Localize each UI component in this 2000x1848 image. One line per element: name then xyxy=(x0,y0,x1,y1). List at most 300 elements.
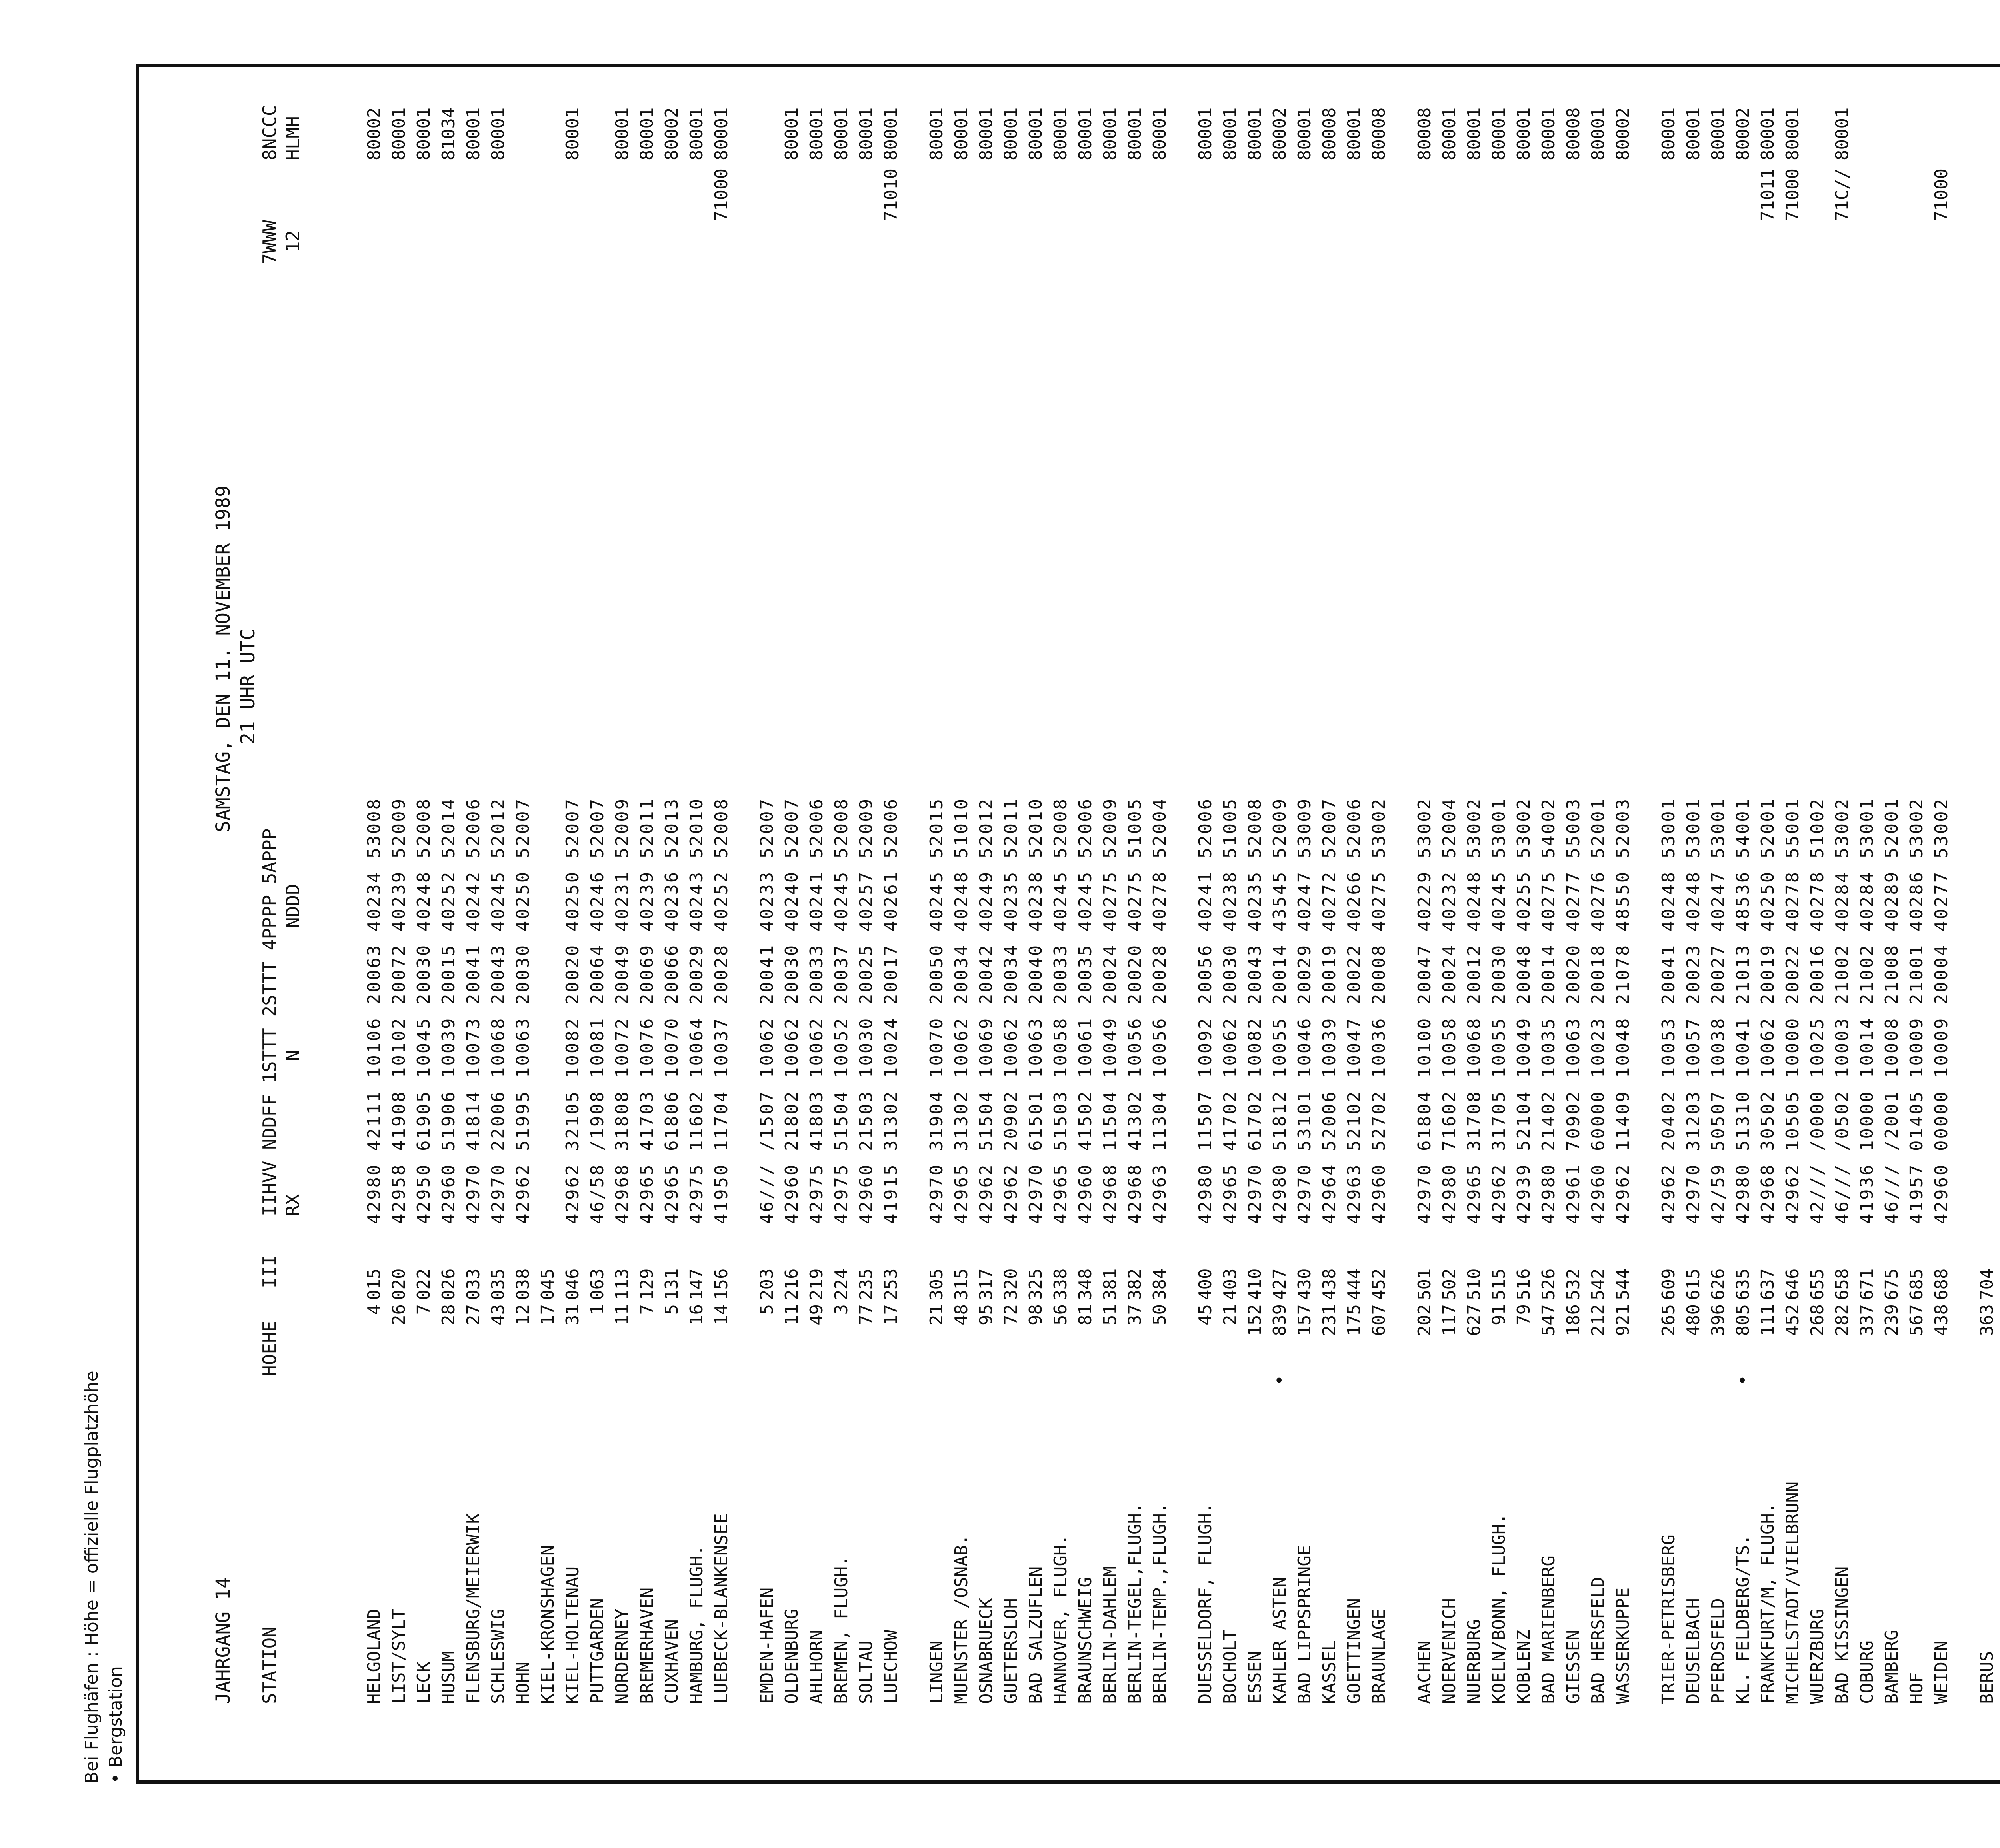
station-name: WEIDEN xyxy=(1931,1640,1952,1704)
table-row xyxy=(1270,24,1294,1712)
station-height: 4 xyxy=(364,1304,384,1315)
cloud-group: 80001 xyxy=(562,107,583,160)
table-row xyxy=(976,24,1001,1712)
station-id: 452 xyxy=(1369,1268,1389,1300)
cloud-group: 80002 xyxy=(364,107,384,160)
cloud-group: 80001 xyxy=(463,107,484,160)
weather-group: 71011 xyxy=(1758,168,1778,222)
weather-group: 71000 xyxy=(1931,168,1952,222)
station-id: 502 xyxy=(1439,1268,1460,1300)
synop-code: 42975 11602 10064 20029 40243 52010 xyxy=(686,797,707,1224)
station-id: 671 xyxy=(1857,1268,1877,1300)
synop-code: 42961 70902 10063 20020 40277 55003 xyxy=(1563,797,1584,1224)
cloud-group: 80001 xyxy=(1782,107,1803,160)
station-height: 79 xyxy=(1514,1304,1534,1325)
table-row xyxy=(951,24,976,1712)
station-height: 95 xyxy=(976,1304,996,1325)
col-bn-head: 8NCCC xyxy=(259,105,280,160)
table-row xyxy=(1344,24,1369,1712)
cloud-group: 80001 xyxy=(1708,107,1728,160)
station-height: 31 xyxy=(562,1304,583,1325)
station-name: KIEL-HOLTENAU xyxy=(562,1566,583,1704)
station-height: 5 xyxy=(662,1304,682,1315)
table-row xyxy=(926,24,951,1712)
station-id: 675 xyxy=(1882,1268,1902,1300)
synop-code: 46/// /1507 10062 20041 40233 52007 xyxy=(757,797,777,1224)
station-name: FLENSBURG/MEIERWIK xyxy=(463,1513,484,1704)
station-id: 015 xyxy=(364,1268,384,1300)
station-name: HOHN xyxy=(513,1662,533,1704)
station-name: HELGOLAND xyxy=(364,1608,384,1704)
synop-code: 42950 61905 10045 20030 40248 52008 xyxy=(414,797,434,1224)
station-id: 615 xyxy=(1683,1268,1704,1300)
station-name: HOF xyxy=(1906,1672,1927,1704)
synop-code: 42975 41803 10062 20033 40241 52006 xyxy=(806,797,827,1224)
col-ww-head: 7WWW xyxy=(259,220,280,264)
station-id: 147 xyxy=(686,1268,707,1300)
station-height: 72 xyxy=(1001,1304,1021,1325)
station-height: 27 xyxy=(463,1304,484,1325)
cloud-group: 80001 xyxy=(711,107,732,160)
table-row xyxy=(438,24,463,1712)
synop-code: 42939 52104 10049 20048 40255 53002 xyxy=(1514,797,1534,1224)
station-id: 224 xyxy=(831,1268,852,1300)
synop-code: 42970 53101 10046 20029 40247 53009 xyxy=(1294,797,1315,1224)
cloud-group: 80001 xyxy=(1538,107,1559,160)
synop-code: 42960 52702 10036 20008 40275 53002 xyxy=(1369,797,1389,1224)
station-height: 21 xyxy=(926,1304,947,1325)
synop-code: 42960 21503 10030 20025 40257 52009 xyxy=(856,797,876,1224)
station-height: 480 xyxy=(1683,1304,1704,1336)
cloud-group: 80001 xyxy=(1464,107,1484,160)
cloud-group: 80008 xyxy=(1369,107,1389,160)
synop-code: 46/// /2001 10008 21008 40289 52001 xyxy=(1882,797,1902,1224)
station-height: 7 xyxy=(414,1304,434,1315)
cloud-group: 80001 xyxy=(1758,107,1778,160)
table-row xyxy=(1150,24,1174,1712)
station-height: 627 xyxy=(1464,1304,1484,1336)
col-ww-head-2: 12 xyxy=(282,230,304,252)
station-name: BERLIN-TEMP.,FLUGH. xyxy=(1150,1502,1170,1704)
table-row xyxy=(513,24,538,1712)
synop-code: 42965 41703 10076 20069 40239 52011 xyxy=(637,797,657,1224)
cloud-group: 80002 xyxy=(1733,107,1753,160)
cloud-group: 80002 xyxy=(1270,107,1290,160)
station-name: HAMBURG, FLUGH. xyxy=(686,1545,707,1704)
station-height: 186 xyxy=(1563,1304,1584,1336)
station-name: NUERBURG xyxy=(1464,1619,1484,1704)
station-id: 033 xyxy=(463,1268,484,1300)
station-name: KAHLER ASTEN xyxy=(1270,1577,1290,1704)
station-name: BAD MARIENBERG xyxy=(1538,1556,1559,1704)
synop-code: 42970 31904 10070 20050 40245 52015 xyxy=(926,797,947,1224)
table-row xyxy=(1658,24,1683,1712)
table-row xyxy=(1882,24,1906,1712)
station-name: ESSEN xyxy=(1245,1651,1265,1704)
station-id: 688 xyxy=(1931,1268,1952,1300)
cloud-group: 80008 xyxy=(1414,107,1435,160)
station-id: 430 xyxy=(1294,1268,1315,1300)
station-id: 045 xyxy=(538,1268,558,1300)
table-row xyxy=(1001,24,1026,1712)
station-name: LIST/SYLT xyxy=(389,1608,409,1704)
synop-code: 42960 21802 10062 20030 40240 52007 xyxy=(782,797,802,1224)
table-row xyxy=(562,24,587,1712)
table-row xyxy=(612,24,637,1712)
synop-code: 42963 11304 10056 20028 40278 52004 xyxy=(1150,797,1170,1224)
table-row xyxy=(711,24,736,1712)
station-height: 282 xyxy=(1832,1304,1852,1336)
col-code-head-2: RX N NDDD xyxy=(282,884,304,1216)
col-iii-head: III xyxy=(259,1255,280,1288)
station-id: 317 xyxy=(976,1268,996,1300)
station-name: BAD LIPPSPRINGE xyxy=(1294,1545,1315,1704)
weather-group: 71010 xyxy=(881,168,901,222)
cloud-group: 80008 xyxy=(1319,107,1340,160)
station-id: 544 xyxy=(1613,1268,1633,1300)
table-row xyxy=(1683,24,1708,1712)
page-header xyxy=(212,24,259,1712)
synop-code: 42968 41302 10056 20020 40275 51005 xyxy=(1125,797,1145,1224)
station-height: 157 xyxy=(1294,1304,1315,1336)
table-row xyxy=(1319,24,1344,1712)
station-id: 131 xyxy=(662,1268,682,1300)
table-row xyxy=(1588,24,1613,1712)
cloud-group: 80001 xyxy=(856,107,876,160)
cloud-group: 80001 xyxy=(806,107,827,160)
station-name: FRANKFURT/M, FLUGH. xyxy=(1758,1502,1778,1704)
station-height: 14 xyxy=(711,1304,732,1325)
station-id: 501 xyxy=(1414,1268,1435,1300)
station-name: EMDEN-HAFEN xyxy=(757,1587,777,1704)
station-id: 510 xyxy=(1464,1268,1484,1300)
station-id: 427 xyxy=(1270,1268,1290,1300)
station-height: 175 xyxy=(1344,1304,1364,1336)
cloud-group: 80001 xyxy=(951,107,972,160)
station-height: 239 xyxy=(1882,1304,1902,1336)
synop-code: 42965 61806 10070 20066 40236 52013 xyxy=(662,797,682,1224)
station-id: 235 xyxy=(856,1268,876,1300)
station-id: 325 xyxy=(1026,1268,1046,1300)
synop-code: 42/59 50507 10038 20027 40247 53001 xyxy=(1708,797,1728,1224)
station-name: HANNOVER, FLUGH. xyxy=(1050,1534,1071,1704)
table-row xyxy=(1857,24,1882,1712)
cloud-group: 80001 xyxy=(488,107,508,160)
synop-code: 42962 10505 10000 20022 40278 55001 xyxy=(1782,797,1803,1224)
station-name: HUSUM xyxy=(438,1651,459,1704)
station-height: 337 xyxy=(1857,1304,1877,1336)
station-name: KASSEL xyxy=(1319,1640,1340,1704)
synop-code: 42965 51503 10058 20033 40245 52008 xyxy=(1050,797,1071,1224)
synop-code: 42975 51504 10052 20037 40245 52008 xyxy=(831,797,852,1224)
synop-code: 42980 11507 10092 20056 40241 52006 xyxy=(1195,797,1216,1224)
table-row xyxy=(1782,24,1807,1712)
cloud-group: 80001 xyxy=(1832,107,1852,160)
station-height: 452 xyxy=(1782,1304,1803,1336)
synop-code: 42960 51906 10039 20015 40252 52014 xyxy=(438,797,459,1224)
station-id: 637 xyxy=(1758,1268,1778,1300)
table-row xyxy=(1708,24,1733,1712)
station-height: 37 xyxy=(1125,1304,1145,1325)
station-name: BAMBERG xyxy=(1882,1630,1902,1704)
station-id: 382 xyxy=(1125,1268,1145,1300)
table-row xyxy=(1026,24,1050,1712)
col-code-head: IIHVV NDDFF 1STTT 2STTT 4PPPP 5APPP xyxy=(259,828,280,1216)
station-name: BREMERHAVEN xyxy=(637,1587,657,1704)
table-row xyxy=(1195,24,1220,1712)
station-id: 381 xyxy=(1100,1268,1120,1300)
station-height: 202 xyxy=(1414,1304,1435,1336)
weather-group: 71000 xyxy=(711,168,732,222)
station-height: 567 xyxy=(1906,1304,1927,1336)
station-name: GUETERSLOH xyxy=(1001,1598,1021,1704)
station-height: 212 xyxy=(1588,1304,1608,1336)
table-row xyxy=(1220,24,1245,1712)
station-height: 17 xyxy=(538,1304,558,1325)
station-height: 77 xyxy=(856,1304,876,1325)
table-row xyxy=(1439,24,1464,1712)
station-name: LINGEN xyxy=(926,1640,947,1704)
synop-code: 42980 71602 10058 20024 40232 52004 xyxy=(1439,797,1460,1224)
cloud-group: 80001 xyxy=(782,107,802,160)
station-id: 609 xyxy=(1658,1268,1679,1300)
station-name: LUECHOW xyxy=(881,1630,901,1704)
station-name: MUENSTER /OSNAB. xyxy=(951,1534,972,1704)
station-height: 51 xyxy=(1100,1304,1120,1325)
table-row xyxy=(1807,24,1832,1712)
synop-code: 42968 30502 10062 20019 40250 52001 xyxy=(1758,797,1778,1224)
synop-code: 42962 20902 10062 20034 40235 52011 xyxy=(1001,797,1021,1224)
station-height: 1 xyxy=(587,1304,608,1315)
cloud-group: 80001 xyxy=(1294,107,1315,160)
station-height: 396 xyxy=(1708,1304,1728,1336)
synop-code: 42970 22006 10068 20043 40245 52012 xyxy=(488,797,508,1224)
table-row xyxy=(587,24,612,1712)
station-height: 607 xyxy=(1369,1304,1389,1336)
station-id: 129 xyxy=(637,1268,657,1300)
table-row xyxy=(1733,24,1758,1712)
table-row xyxy=(364,24,389,1712)
synop-code: 42/// /0000 10025 20016 40278 51002 xyxy=(1807,797,1828,1224)
table-row xyxy=(881,24,906,1712)
table-row xyxy=(1514,24,1538,1712)
station-name: DEUSELBACH xyxy=(1683,1598,1704,1704)
station-name: BAD SALZUFLEN xyxy=(1026,1566,1046,1704)
cloud-group: 80001 xyxy=(414,107,434,160)
station-id: 253 xyxy=(881,1268,901,1300)
station-id: 526 xyxy=(1538,1268,1559,1300)
station-height: 56 xyxy=(1050,1304,1071,1325)
cloud-group: 80001 xyxy=(1100,107,1120,160)
table-row xyxy=(1294,24,1319,1712)
cloud-group: 80001 xyxy=(1489,107,1509,160)
synop-code: 42980 51812 10055 20014 43545 52009 xyxy=(1270,797,1290,1224)
station-name: NOERVENICH xyxy=(1439,1598,1460,1704)
station-height: 3 xyxy=(831,1304,852,1315)
table-row xyxy=(831,24,856,1712)
table-row xyxy=(1563,24,1588,1712)
footnote-airport-height: Bei Flughäfen : Höhe = offizielle Flugplatzhöhe xyxy=(82,1371,102,1784)
table-row xyxy=(1245,24,1270,1712)
volume-label: JAHRGANG 14 xyxy=(212,1577,234,1704)
station-height: 921 xyxy=(1613,1304,1633,1336)
station-name: SOLTAU xyxy=(856,1640,876,1704)
station-height: 265 xyxy=(1658,1304,1679,1336)
station-height: 839 xyxy=(1270,1304,1290,1336)
station-id: 038 xyxy=(513,1268,533,1300)
table-row xyxy=(463,24,488,1712)
station-height: 5 xyxy=(757,1304,777,1315)
station-name: BERLIN-TEGEL,FLUGH. xyxy=(1125,1502,1145,1704)
table-row xyxy=(637,24,662,1712)
cloud-group: 80001 xyxy=(1195,107,1216,160)
station-name: PUTTGARDEN xyxy=(587,1598,608,1704)
station-name: CUXHAVEN xyxy=(662,1619,682,1704)
station-height: 805 xyxy=(1733,1304,1753,1336)
synop-code: 42970 61702 10082 20043 40235 52008 xyxy=(1245,797,1265,1224)
time-label: 21 UHR UTC xyxy=(237,629,259,744)
station-name: GOETTINGEN xyxy=(1344,1598,1364,1704)
cloud-group: 80001 xyxy=(1245,107,1265,160)
station-id: 658 xyxy=(1832,1268,1852,1300)
station-height: 50 xyxy=(1150,1304,1170,1325)
station-name: OLDENBURG xyxy=(782,1608,802,1704)
cloud-group: 80002 xyxy=(1613,107,1633,160)
table-row xyxy=(1075,24,1100,1712)
station-height: 12 xyxy=(513,1304,533,1325)
weather-table-sheet xyxy=(212,24,2000,1712)
cloud-group: 80001 xyxy=(612,107,632,160)
station-name: BAD KISSINGEN xyxy=(1832,1566,1852,1704)
table-row xyxy=(1125,24,1150,1712)
station-height: 547 xyxy=(1538,1304,1559,1336)
table-row xyxy=(1977,24,2000,1712)
cloud-group: 81034 xyxy=(438,107,459,160)
table-row xyxy=(1369,24,1394,1712)
table-row xyxy=(1931,24,1956,1712)
station-id: 532 xyxy=(1563,1268,1584,1300)
weather-group: 71C// xyxy=(1832,168,1852,222)
cloud-group: 80001 xyxy=(1220,107,1240,160)
station-name: BOCHOLT xyxy=(1220,1630,1240,1704)
mountain-mark: • xyxy=(1270,1375,1290,1386)
station-id: 315 xyxy=(951,1268,972,1300)
station-name: WUERZBURG xyxy=(1807,1608,1828,1704)
cloud-group: 80001 xyxy=(686,107,707,160)
cloud-group: 80002 xyxy=(662,107,682,160)
station-name: MICHELSTADT/VIELBRUNN xyxy=(1782,1481,1803,1704)
station-id: 219 xyxy=(806,1268,827,1300)
synop-code: 42968 31808 10072 20049 40231 52009 xyxy=(612,797,632,1224)
station-height: 11 xyxy=(612,1304,632,1325)
station-id: 646 xyxy=(1782,1268,1803,1300)
col-bn-head-2: HLMH xyxy=(282,116,304,160)
station-name: KOELN/BONN, FLUGH. xyxy=(1489,1513,1509,1704)
station-id: 626 xyxy=(1708,1268,1728,1300)
table-row xyxy=(538,24,562,1712)
cloud-group: 80001 xyxy=(1075,107,1096,160)
synop-code: 42962 32105 10082 20020 40250 52007 xyxy=(562,797,583,1224)
station-id: 655 xyxy=(1807,1268,1828,1300)
station-name: LUEBECK-BLANKENSEE xyxy=(711,1513,732,1704)
station-name: BERLIN-DAHLEM xyxy=(1100,1566,1120,1704)
station-name: BERUS xyxy=(1977,1651,1997,1704)
station-height: 231 xyxy=(1319,1304,1340,1336)
synop-code: 42963 52102 10047 20022 40266 52006 xyxy=(1344,797,1364,1224)
station-name: GIESSEN xyxy=(1563,1630,1584,1704)
synop-code: 42970 41814 10073 20041 40242 52006 xyxy=(463,797,484,1224)
synop-code: 41950 11704 10037 20028 40252 52008 xyxy=(711,797,732,1224)
station-id: 022 xyxy=(414,1268,434,1300)
table-row xyxy=(1613,24,1638,1712)
station-name: COBURG xyxy=(1857,1640,1877,1704)
station-id: 704 xyxy=(1977,1268,1997,1300)
station-name: BAD HERSFELD xyxy=(1588,1577,1608,1704)
synop-code: 42965 31708 10068 20012 40248 53002 xyxy=(1464,797,1484,1224)
station-name: BRAUNLAGE xyxy=(1369,1608,1389,1704)
station-height: 43 xyxy=(488,1304,508,1325)
synop-code: 46/58 /1908 10081 20064 40246 52007 xyxy=(587,797,608,1224)
table-row xyxy=(1832,24,1857,1712)
synop-code: 42960 00000 10009 20004 40277 53002 xyxy=(1931,797,1952,1224)
station-id: 635 xyxy=(1733,1268,1753,1300)
station-height: 91 xyxy=(1489,1304,1509,1325)
station-height: 111 xyxy=(1758,1304,1778,1336)
station-name: PFERDSFELD xyxy=(1708,1598,1728,1704)
table-row xyxy=(856,24,881,1712)
cloud-group: 80001 xyxy=(1683,107,1704,160)
station-name: BREMEN, FLUGH. xyxy=(831,1556,852,1704)
station-id: 516 xyxy=(1514,1268,1534,1300)
station-id: 384 xyxy=(1150,1268,1170,1300)
date-label: SAMSTAG, DEN 11. NOVEMBER 1989 xyxy=(212,485,234,832)
synop-code: 41957 01405 10009 21001 40286 53002 xyxy=(1906,797,1927,1224)
station-height: 117 xyxy=(1439,1304,1460,1336)
station-id: 515 xyxy=(1489,1268,1509,1300)
cloud-group: 80001 xyxy=(1050,107,1071,160)
synop-code: 42970 61501 10063 20040 40238 52010 xyxy=(1026,797,1046,1224)
table-row xyxy=(1100,24,1125,1712)
station-name: LECK xyxy=(414,1662,434,1704)
station-id: 410 xyxy=(1245,1268,1265,1300)
station-id: 063 xyxy=(587,1268,608,1300)
station-height: 7 xyxy=(637,1304,657,1315)
cloud-group: 80001 xyxy=(831,107,852,160)
station-id: 542 xyxy=(1588,1268,1608,1300)
footer-notes xyxy=(56,64,144,1784)
table-row xyxy=(662,24,686,1712)
synop-code: 42980 21402 10035 20014 40275 54002 xyxy=(1538,797,1559,1224)
table-row xyxy=(782,24,806,1712)
station-height: 81 xyxy=(1075,1304,1096,1325)
station-name: WASSERKUPPE xyxy=(1613,1587,1633,1704)
station-name: SCHLESWIG xyxy=(488,1608,508,1704)
station-height: 363 xyxy=(1977,1304,1997,1336)
station-id: 403 xyxy=(1220,1268,1240,1300)
station-name: DUESSELDORF, FLUGH. xyxy=(1195,1502,1216,1704)
station-name: KL. FELDBERG/TS. xyxy=(1733,1534,1753,1704)
cloud-group: 80008 xyxy=(1563,107,1584,160)
cloud-group: 80001 xyxy=(1514,107,1534,160)
synop-code: 42962 31705 10055 20030 40245 53001 xyxy=(1489,797,1509,1224)
cloud-group: 80001 xyxy=(1001,107,1021,160)
station-height: 17 xyxy=(881,1304,901,1325)
synop-code: 42970 31203 10057 20023 40248 53001 xyxy=(1683,797,1704,1224)
station-height: 26 xyxy=(389,1304,409,1325)
table-row xyxy=(686,24,711,1712)
station-id: 305 xyxy=(926,1268,947,1300)
station-id: 156 xyxy=(711,1268,732,1300)
